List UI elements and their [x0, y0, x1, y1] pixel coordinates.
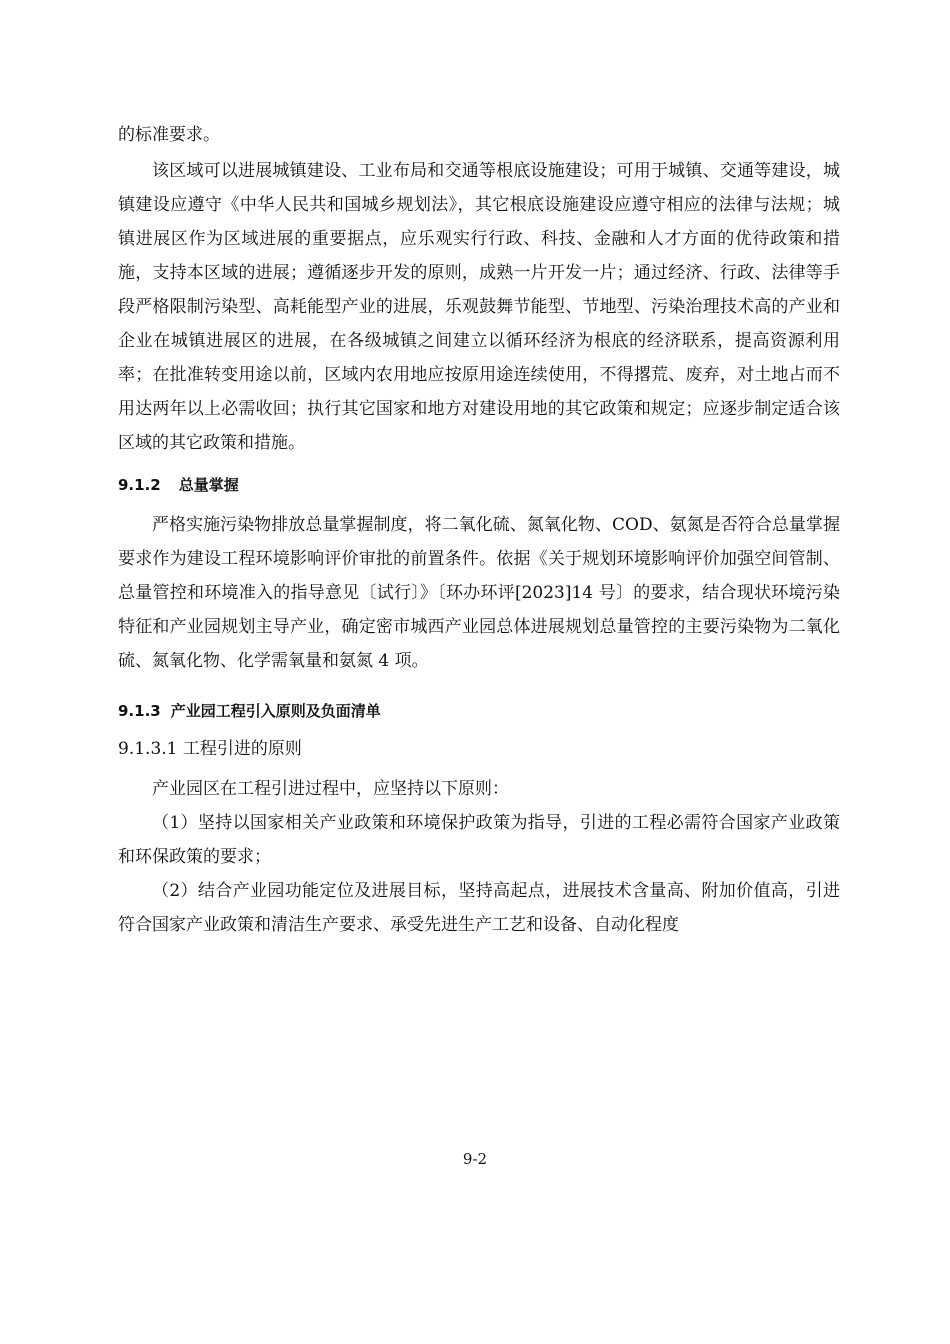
page-number: 9-2 [462, 1150, 488, 1168]
section-title: 总量掌握 [178, 476, 239, 494]
section-title: 产业园工程引入原则及负面清单 [170, 702, 381, 720]
document-page [118, 118, 840, 942]
subsection-heading-9-1-3-1: 9.1.3.1 工程引进的原则 [118, 739, 302, 759]
paragraph-continuation: 的标准要求。 [118, 125, 220, 145]
paragraph-principles-intro: 产业园区在工程引进过程中，应坚持以下原则： [152, 779, 509, 799]
paragraph-urban-development: 该区域可以进展城镇建设、工业布局和交通等根底设施建设；可用于城镇、交通等建设，城镇建设应遵守《中华人民共和国城乡规划法》，其它根底设施建设应遵守相应的法律与法规；城镇进展区作为区域进展的重要据点，应乐观实行行政、科技、金融和人才方面的优待政策和措施，支持本区域的进展；遵循逐步开发的原则，成熟一片开发一片；通过经济、行政、法律等手段严格限制污染型、高耗能型产业的进展，乐观鼓舞节能型、节地型、污染治理技术高的产业和企业在城镇进展区的进展，在各级城镇之间建立以循环经济为根底的经济联系，提高资源利用率；在批准转变用途以前，区域内农用地应按原用途连续使用，不得撂荒、废弃，对土地占而不用达两年以上必需收回；执行其它国家和地方对建设用地的其它政策和规定；应逐步制定适合该区域的其它政策和措施。 [118, 161, 840, 453]
section-number: 9.1.3 [118, 702, 161, 720]
section-number: 9.1.2 [118, 476, 161, 494]
section-heading-9-1-2 [118, 474, 840, 496]
paragraph-total-control: 严格实施污染物排放总量掌握制度，将二氧化硫、氮氧化物、COD、氨氮是否符合总量掌握要求作为建设工程环境影响评价审批的前置条件。依据《关于规划环境影响评价加强空间管制、总量管控和环境准入的指导意见〔试行〕》〔环办环评[2023]14 号〕的要求，结合现状环境污染特征和产业园规划主导产业，确定密市城西产业园总体进展规划总量管控的主要污染物为二氧化硫、氮氧化物、化学需氧量和氨氮 4 项。 [118, 515, 840, 671]
section-heading-9-1-3 [118, 700, 840, 722]
paragraph-principle-1: （1）坚持以国家相关产业政策和环境保护政策为指导，引进的工程必需符合国家产业政策和环保政策的要求； [118, 813, 840, 867]
paragraph-principle-2: （2）结合产业园功能定位及进展目标，坚持高起点，进展技术含量高、附加价值高，引进符合国家产业政策和清洁生产要求、承受先进生产工艺和设备、自动化程度 [118, 881, 840, 935]
